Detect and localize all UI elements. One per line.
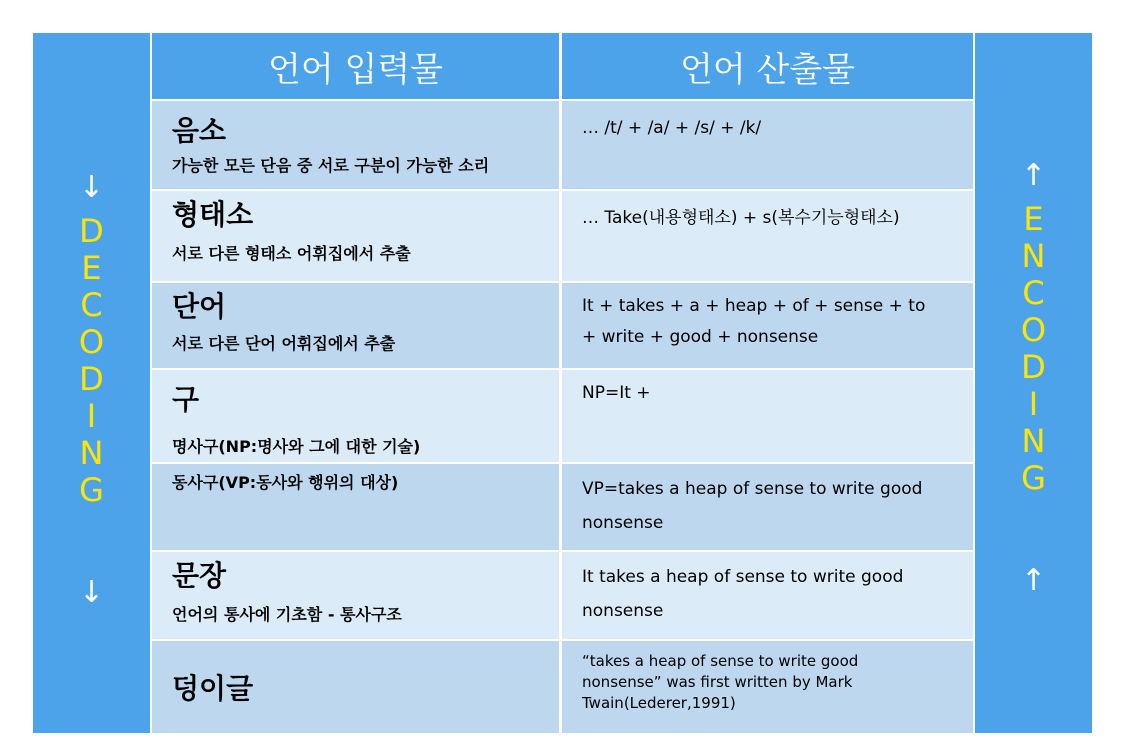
row-description: 서로 다른 형태소 어휘집에서 추출 [172, 244, 411, 263]
row-phrase-input [152, 370, 559, 462]
decoding-letter: I [86, 397, 97, 435]
row-phrase-np-output [562, 370, 973, 462]
header-input: 언어 입력물 [152, 33, 559, 99]
row-title: 형태소 [172, 198, 254, 231]
output-text: … Take(내용형태소) + s(복수기능형태소) [582, 208, 900, 228]
down-arrow-icon: ↓ [78, 575, 105, 610]
encoding-letter: N [1021, 237, 1046, 275]
row-title: 문장 [172, 559, 227, 592]
decoding-letter: C [80, 286, 103, 324]
decoding-letter: D [79, 360, 104, 398]
encoding-letter: N [1021, 422, 1046, 460]
row-description-np: 명사구(NP:명사와 그에 대한 기술) [172, 437, 421, 456]
row-morpheme-input [152, 191, 559, 281]
encoding-letter: O [1020, 311, 1047, 349]
output-text: It + takes + a + heap + of + sense + to [582, 296, 926, 316]
decoding-letter: G [79, 471, 104, 509]
row-description: 가능한 모든 단음 중 서로 구분이 가능한 소리 [172, 156, 490, 175]
decoding-letter: N [79, 434, 104, 472]
decoding-letter: O [78, 323, 105, 361]
row-word-output [562, 283, 973, 368]
output-text: nonsense” was first written by Mark [582, 673, 853, 691]
row-phrase-vp-output [562, 464, 973, 550]
language-table [152, 33, 973, 733]
decoding-label [33, 213, 150, 509]
row-sentence-input [152, 552, 559, 639]
row-title: 덩이글 [172, 672, 254, 705]
output-text: VP=takes a heap of sense to write good [582, 479, 923, 499]
row-discourse-input [152, 641, 559, 733]
decoding-sidebar [33, 33, 150, 733]
row-description: 언어의 통사에 기초함 - 통사구조 [172, 605, 402, 624]
encoding-letter: D [1021, 348, 1046, 386]
output-text: Twain(Lederer,1991) [582, 694, 736, 712]
row-sentence-output [562, 552, 973, 639]
row-word-input [152, 283, 559, 368]
output-text: nonsense [582, 513, 664, 533]
row-morpheme-output [562, 191, 973, 281]
up-arrow-icon: ↑ [1020, 158, 1047, 193]
output-text: … /t/ + /a/ + /s/ + /k/ [582, 118, 762, 138]
encoding-sidebar [975, 33, 1092, 733]
row-description: 서로 다른 단어 어휘집에서 추출 [172, 334, 396, 353]
output-text: “takes a heap of sense to write good [582, 652, 859, 670]
header-output: 언어 산출물 [562, 33, 973, 99]
decoding-letter: D [79, 212, 104, 250]
down-arrow-icon: ↓ [78, 170, 105, 205]
encoding-letter: E [1023, 200, 1044, 238]
output-text: It takes a heap of sense to write good [582, 567, 904, 587]
row-title: 구 [172, 383, 200, 416]
encoding-letter: C [1022, 274, 1045, 312]
row-discourse-output [562, 641, 973, 733]
encoding-letter: G [1021, 459, 1046, 497]
row-title: 단어 [172, 290, 227, 323]
row-phoneme-input [152, 101, 559, 189]
encoding-label [975, 201, 1092, 497]
decoding-letter: E [81, 249, 102, 287]
output-text: + write + good + nonsense [582, 327, 819, 347]
output-text: NP=It + [582, 383, 651, 403]
output-text: nonsense [582, 601, 664, 621]
row-description-vp: 동사구(VP:동사와 행위의 대상) [172, 473, 399, 492]
up-arrow-icon: ↑ [1020, 563, 1047, 598]
row-title: 음소 [172, 114, 227, 147]
encoding-letter: I [1028, 385, 1039, 423]
row-phrase-vp-input [152, 464, 559, 550]
row-phoneme-output [562, 101, 973, 189]
